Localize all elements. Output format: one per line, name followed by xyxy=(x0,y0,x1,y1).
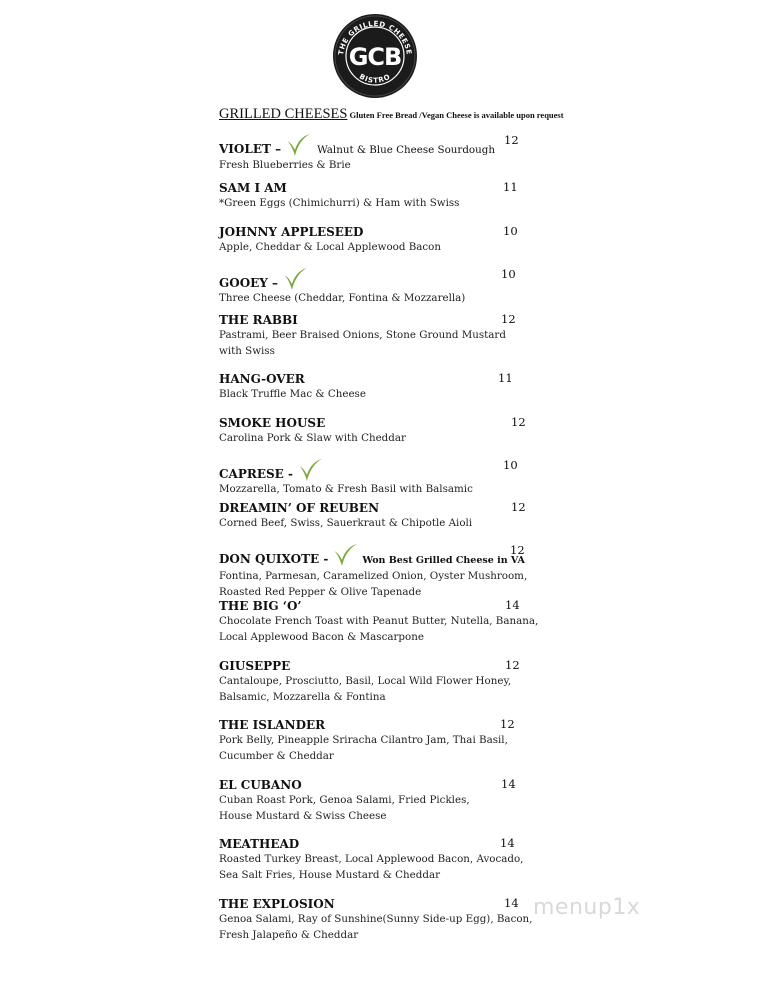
menu-item-description: Fontina, Parmesan, Caramelized Onion, Oyster Mushroom, xyxy=(219,570,528,582)
menu-item-price: 14 xyxy=(501,777,516,791)
menu-item-description: Mozzarella, Tomato & Fresh Basil with Balsamic xyxy=(219,483,473,495)
menu-item-name xyxy=(219,543,539,569)
menu-item-description: Roasted Turkey Breast, Local Applewood Bacon, Avocado, xyxy=(219,853,524,865)
menu-item-price: 14 xyxy=(504,896,519,910)
menu-item-title: GOOEY – xyxy=(219,276,279,290)
menu-item-price: 12 xyxy=(511,415,526,429)
menu-item xyxy=(219,133,539,174)
menu-item-name xyxy=(219,598,539,614)
menu-item-title: THE RABBI xyxy=(219,313,298,327)
menu-item-description: House Mustard & Swiss Cheese xyxy=(219,809,387,822)
vegetarian-leaf-icon xyxy=(282,267,308,291)
menu-item-description: Genoa Salami, Ray of Sunshine(Sunny Side-up Egg), Bacon, xyxy=(219,913,533,925)
menu-item-title: SAM I AM xyxy=(219,181,287,195)
menu-item-description: Chocolate French Toast with Peanut Butter, Nutella, Banana, xyxy=(219,615,539,627)
menu-item-description: Cuban Roast Pork, Genoa Salami, Fried Pickles, xyxy=(219,794,470,806)
watermark: menup1x xyxy=(533,895,641,920)
menu-item-price: 12 xyxy=(501,312,516,326)
menu-item-award: Won Best Grilled Cheese in VA xyxy=(362,555,525,566)
section-title xyxy=(219,106,564,123)
menu-item-description: Roasted Red Pepper & Olive Tapenade xyxy=(219,585,422,598)
menu-item-description: Cantaloupe, Prosciutto, Basil, Local Wild Flower Honey, xyxy=(219,675,512,687)
menu-item-price: 11 xyxy=(498,371,513,385)
menu-item-title: JOHNNY APPLESEED xyxy=(219,225,364,239)
menu-item-title: GIUSEPPE xyxy=(219,659,291,673)
menu-item-name xyxy=(219,312,539,328)
menu-item-name xyxy=(219,658,539,674)
menu-item-name xyxy=(219,836,539,852)
menu-item-title: HANG-OVER xyxy=(219,372,305,386)
menu-item xyxy=(219,371,539,403)
menu-item-name xyxy=(219,133,539,158)
menu-item xyxy=(219,598,539,645)
menu-item-price: 12 xyxy=(505,658,520,672)
menu-item-name xyxy=(219,267,539,291)
menu-item-title: MEATHEAD xyxy=(219,837,300,851)
menu-item-name xyxy=(219,717,539,733)
menu-item xyxy=(219,180,539,212)
menu-item xyxy=(219,500,539,532)
menu-item-title: THE BIG ‘O’ xyxy=(219,599,302,613)
menu-item-description: Corned Beef, Swiss, Sauerkraut & Chipotle Aioli xyxy=(219,517,473,529)
menu-item-description: Balsamic, Mozzarella & Fontina xyxy=(219,690,386,703)
menu-item-name xyxy=(219,415,539,431)
menu-item-price: 10 xyxy=(503,458,518,472)
menu-item-description: Pork Belly, Pineapple Sriracha Cilantro Jam, Thai Basil, xyxy=(219,734,508,746)
menu-item xyxy=(219,658,539,705)
menu-item-name xyxy=(219,371,539,387)
svg-text:THE GRILLED CHEESE: THE GRILLED CHEESE xyxy=(337,19,413,56)
menu-item-description: Pastrami, Beer Braised Onions, Stone Ground Mustard xyxy=(219,329,506,341)
menu-item-description: *Green Eggs (Chimichurri) & Ham with Swiss xyxy=(219,197,460,209)
menu-item xyxy=(219,836,539,883)
menu-item xyxy=(219,717,539,764)
menu-item xyxy=(219,543,539,600)
menu-item-title: CAPRESE - xyxy=(219,467,293,481)
menu-item-title: VIOLET – xyxy=(219,142,282,156)
menu-item-description: Sea Salt Fries, House Mustard & Cheddar xyxy=(219,868,441,881)
menu-item-title: DREAMIN’ OF REUBEN xyxy=(219,501,380,515)
menu-item xyxy=(219,267,539,307)
menu-item-price: 10 xyxy=(501,267,516,281)
menu-item-description: Apple, Cheddar & Local Applewood Bacon xyxy=(219,241,442,253)
menu-item xyxy=(219,458,539,498)
menu-item-price: 12 xyxy=(504,133,519,147)
menu-item xyxy=(219,777,539,824)
menu-item-description: Three Cheese (Cheddar, Fontina & Mozzarella) xyxy=(219,292,466,304)
menu-item-description: Fresh Blueberries & Brie xyxy=(219,159,351,171)
menu-item-description: Local Applewood Bacon & Mascarpone xyxy=(219,630,424,643)
menu-item xyxy=(219,224,539,256)
menu-item-name xyxy=(219,500,539,516)
vegetarian-leaf-icon xyxy=(332,543,358,567)
menu-item-description: Carolina Pork & Slaw with Cheddar xyxy=(219,432,406,444)
menu-item xyxy=(219,415,539,447)
menu-item-title: SMOKE HOUSE xyxy=(219,416,326,430)
bistro-logo xyxy=(333,14,417,98)
menu-item-name xyxy=(219,896,539,912)
menu-item-price: 11 xyxy=(503,180,518,194)
menu-item-price: 12 xyxy=(510,543,525,557)
svg-text:GCB: GCB xyxy=(348,43,402,71)
menu-item-description: Fresh Jalapeño & Cheddar xyxy=(219,928,359,941)
menu-item-title: DON QUIXOTE - xyxy=(219,552,329,566)
menu-item-price: 12 xyxy=(500,717,515,731)
logo-emblem-icon xyxy=(333,14,417,98)
section-title-text: GRILLED CHEESES xyxy=(219,106,348,122)
menu-item-price: 14 xyxy=(500,836,515,850)
menu-item-price: 12 xyxy=(511,500,526,514)
menu-item-name xyxy=(219,224,539,240)
menu-item-title: THE EXPLOSION xyxy=(219,897,335,911)
vegetarian-leaf-icon xyxy=(285,133,311,157)
menu-item-name xyxy=(219,180,539,196)
svg-text:BISTRO: BISTRO xyxy=(357,72,393,85)
menu-item-price: 10 xyxy=(503,224,518,238)
menu-item-name xyxy=(219,777,539,793)
menu-item-description: Black Truffle Mac & Cheese xyxy=(219,388,366,400)
menu-item-inline-desc: Walnut & Blue Cheese Sourdough xyxy=(317,144,495,156)
menu-item-description: Cucumber & Cheddar xyxy=(219,749,334,762)
menu-item-title: EL CUBANO xyxy=(219,778,302,792)
menu-item xyxy=(219,312,539,359)
menu-item xyxy=(219,896,539,943)
section-note: Gluten Free Bread /Vegan Cheese is available upon request xyxy=(349,110,564,120)
menu-item-description: with Swiss xyxy=(219,344,275,357)
menu-item-price: 14 xyxy=(505,598,520,612)
vegetarian-leaf-icon xyxy=(297,458,323,482)
menu-item-title: THE ISLANDER xyxy=(219,718,326,732)
menu-item-name xyxy=(219,458,539,482)
